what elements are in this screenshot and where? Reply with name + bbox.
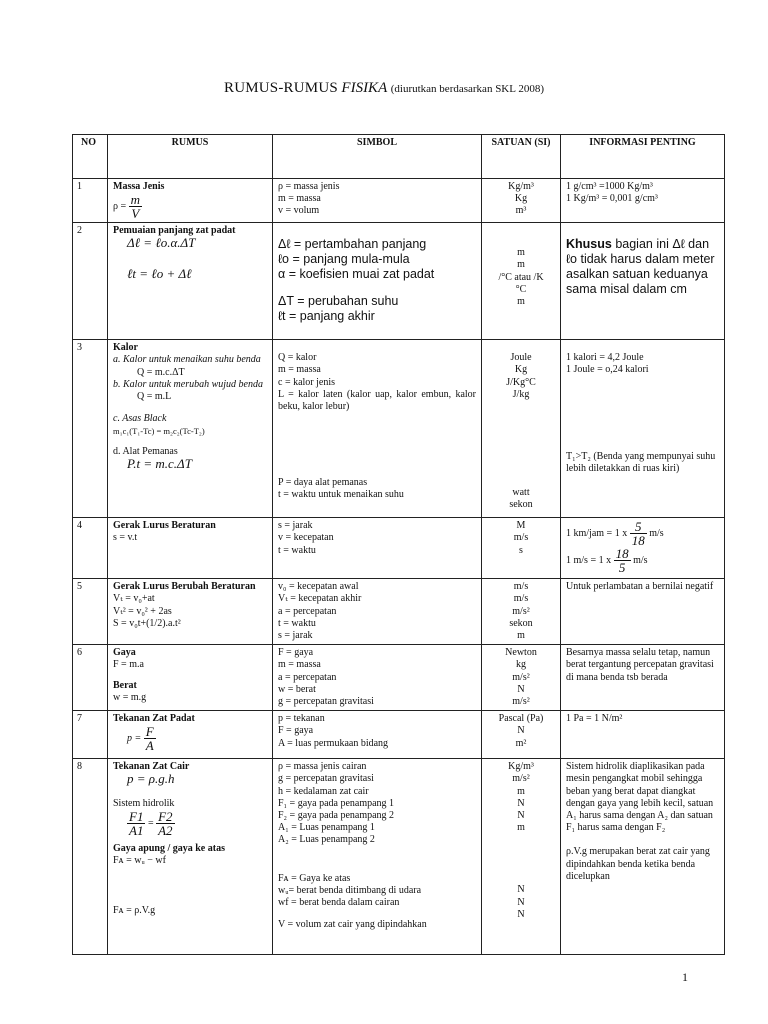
info-cell: 1 Pa = 1 N/m² (561, 711, 725, 759)
document-title (0, 80, 768, 97)
rumus-cell (108, 179, 273, 223)
satuan-cell: Pascal (Pa) N m² (482, 711, 561, 759)
simbol-cell: v₀ = kecepatan awal Vₜ = kecepatan akhir a = percepatan t = waktu s = jarak (273, 579, 482, 645)
formula-title: Massa Jenis (113, 181, 165, 192)
rumus-cell: Tekanan Zat Cair p = ρ.g.h Sistem hidrolik $\frac{F1}{A1}$ = $\frac{F2}{A2}$ Gaya apung / gaya ke atas Fᴀ = wᵤ − wf Fᴀ = ρ.V.g (108, 759, 273, 955)
rumus-cell: Gerak Lurus Berubah Beraturan Vₜ = v₀+at Vₜ² = v₀² + 2as S = v₀t+(1/2).a.t² (108, 579, 273, 645)
rumus-cell: Gerak Lurus Beraturan s = v.t (108, 518, 273, 579)
rumus-cell: Tekanan Zat Padat p = $\frac{F}{A}$ (108, 711, 273, 759)
header-satuan: SATUAN (SI) (482, 135, 561, 179)
title-main: RUMUS-RUMUS (224, 80, 338, 96)
simbol-cell: F = gaya m = massa a = percepatan w = berat g = percepatan gravitasi (273, 645, 482, 711)
simbol-cell: p = tekanan F = gaya A = luas permukaan bidang (273, 711, 482, 759)
table-row (73, 179, 725, 223)
satuan-cell: Joule Kg J/Kg°C J/kg watt sekon (482, 340, 561, 518)
table-row: 7 Tekanan Zat Padat p = $\frac{F}{A}$ p = tekanan F = gaya A = luas permukaan bidang Pascal (Pa) N m² 1 Pa = 1 N/m² (73, 711, 725, 759)
info-cell: 1 km/jam = 1 x $\frac{5}{18}$ m/s 1 m/s = 1 x $\frac{18}{5}$ m/s (561, 518, 725, 579)
fraction: $\frac{5}{18}$ (631, 519, 645, 549)
info-cell: Khusus bagian ini Δℓ dan ℓo tidak harus dalam meter asalkan satuan keduanya sama misal dalam cm (561, 223, 725, 340)
header-no: NO (73, 135, 108, 179)
fraction: $\frac{F1}{A1}$ (129, 808, 144, 838)
formula-table (72, 134, 725, 955)
table-row: 3 Kalor a. Kalor untuk menaikan suhu benda Q = m.c.ΔT b. Kalor untuk merubah wujud benda Q = m.L c. Asas Black m₁c₁(T₁-Tc) = m₂c₂(Tc-T₂) d. Alat Pemanas P.t = m.c.ΔT Q = kalor m = massa c = kalor jenis L = kalor laten (kalor uap, kalor embun, kalor beku, kalor lebur) P = daya alat pemanas t = waktu untuk menaikan suhu Joule Kg J/Kg°C J/kg watt sekon 1 kalori = 4,2 Joule 1 Joule = o,24 kalori T₁>T₂ (Benda yang mempunyai suhu lebih diletakkan di ruas kiri) (73, 340, 725, 518)
header-rumus: RUMUS (108, 135, 273, 179)
satuan-cell: Kg/m³ m/s² m N N m N N N (482, 759, 561, 955)
satuan-cell: M m/s s (482, 518, 561, 579)
fraction: $\frac{F2}{A2}$ (158, 808, 173, 838)
info-cell: Untuk perlambatan a bernilai negatif (561, 579, 725, 645)
info-cell: 1 g/cm³ =1000 Kg/m³ 1 Kg/m³ = 0,001 g/cm³ (561, 179, 725, 223)
header-simbol: SIMBOL (273, 135, 482, 179)
header-row (73, 135, 725, 179)
page-number: 1 (682, 970, 688, 984)
satuan-cell: Kg/m³ Kg m³ (482, 179, 561, 223)
simbol-cell: Q = kalor m = massa c = kalor jenis L = kalor laten (kalor uap, kalor embun, kalor beku, kalor lebur) P = daya alat pemanas t = waktu untuk menaikan suhu (273, 340, 482, 518)
formula: ℓt = ℓo + Δℓ (127, 265, 192, 281)
satuan-cell: m m /°C atau /K °C m (482, 223, 561, 340)
fraction: $\frac{F}{A}$ (145, 724, 154, 754)
table-row: 4 Gerak Lurus Beraturan s = v.t s = jarak v = kecepatan t = waktu M m/s s 1 km/jam = 1 x $\frac{5}{18}$ m/s 1 m/s = 1 x $\frac{18}{5}$ m/s (73, 518, 725, 579)
table-row: 8 Tekanan Zat Cair p = ρ.g.h Sistem hidrolik $\frac{F1}{A1}$ = $\frac{F2}{A2}$ Gaya apung / gaya ke atas Fᴀ = wᵤ − wf Fᴀ = ρ.V.g ρ = massa jenis cairan g = percepatan gravitasi h = kedalaman zat cair F₁ = gaya pada penampang 1 F₂ = gaya pada penampang 2 A₁ = Luas penampang 1 A₂ = Luas penampang 2 Fᴀ = Gaya ke atas wᵤ= berat benda ditimbang di udara wf = berat benda dalam cairan V = volum zat cair yang dipindahkan Kg/m³ m/s² m N N m N N N Sistem hidrolik diaplikasikan pada mesin pengangkat mobil sehingga beban yang berat dapat diangkat dengan gaya yang lebih kecil, satuan A₁ harus sama dengan A₂ dan satuan F₁ harus sama dengan F₂ ρ.V.g merupakan berat zat cair yang dipindahkan benda ketika benda dicelupkan (73, 759, 725, 955)
formula: ρ = $\frac{m}{V}$ (113, 192, 141, 222)
rumus-cell: Gaya F = m.a Berat w = m.g (108, 645, 273, 711)
satuan-cell: Newton kg m/s² N m/s² (482, 645, 561, 711)
row-number: 1 (73, 179, 108, 223)
fraction: $\frac{m}{V}$ (130, 192, 141, 222)
table-row: 2 Pemuaian panjang zat padat Δℓ = ℓo.α.ΔT ℓt = ℓo + Δℓ Δℓ = pertambahan panjang ℓo = panjang mula-mula α = koefisien muai zat padat ΔT = perubahan suhu ℓt = panjang akhir m m /°C atau /K °C m Khusus bagian ini Δℓ dan ℓo tidak harus dalam meter asalkan satuan keduanya sama misal dalam cm (73, 223, 725, 340)
info-cell: Besarnya massa selalu tetap, namun berat tergantung percepatan gravitasi di mana benda tsb berada (561, 645, 725, 711)
title-note: (diurutkan berdasarkan SKL 2008) (390, 83, 544, 95)
satuan-cell: m/s m/s m/s² sekon m (482, 579, 561, 645)
simbol-cell: s = jarak v = kecepatan t = waktu (273, 518, 482, 579)
rumus-cell: Kalor a. Kalor untuk menaikan suhu benda Q = m.c.ΔT b. Kalor untuk merubah wujud benda Q = m.L c. Asas Black m₁c₁(T₁-Tc) = m₂c₂(Tc-T₂) d. Alat Pemanas P.t = m.c.ΔT (108, 340, 273, 518)
info-cell: Sistem hidrolik diaplikasikan pada mesin pengangkat mobil sehingga beban yang berat dapat diangkat dengan gaya yang lebih kecil, satuan A₁ harus sama dengan A₂ dan satuan F₁ harus sama dengan F₂ ρ.V.g merupakan berat zat cair yang dipindahkan benda ketika benda dicelupkan (561, 759, 725, 955)
info-cell: 1 kalori = 4,2 Joule 1 Joule = o,24 kalori T₁>T₂ (Benda yang mempunyai suhu lebih diletakkan di ruas kiri) (561, 340, 725, 518)
header-info: INFORMASI PENTING (561, 135, 725, 179)
simbol-cell: ρ = massa jenis cairan g = percepatan gravitasi h = kedalaman zat cair F₁ = gaya pada penampang 1 F₂ = gaya pada penampang 2 A₁ = Luas penampang 1 A₂ = Luas penampang 2 Fᴀ = Gaya ke atas wᵤ= berat benda ditimbang di udara wf = berat benda dalam cairan V = volum zat cair yang dipindahkan (273, 759, 482, 955)
table-row: 5 Gerak Lurus Berubah Beraturan Vₜ = v₀+at Vₜ² = v₀² + 2as S = v₀t+(1/2).a.t² v₀ = kecepatan awal Vₜ = kecepatan akhir a = percepatan t = waktu s = jarak m/s m/s m/s² sekon m Untuk perlambatan a bernilai negatif (73, 579, 725, 645)
formula: Δℓ = ℓo.α.ΔT (127, 235, 196, 251)
title-italic: FISIKA (341, 80, 388, 96)
simbol-cell: ρ = massa jenis m = massa v = volum (273, 179, 482, 223)
simbol-cell: Δℓ = pertambahan panjang ℓo = panjang mula-mula α = koefisien muai zat padat ΔT = perubahan suhu ℓt = panjang akhir (273, 223, 482, 340)
table-row: 6 Gaya F = m.a Berat w = m.g F = gaya m = massa a = percepatan w = berat g = percepatan gravitasi Newton kg m/s² N m/s² Besarnya massa selalu tetap, namun berat tergantung percepatan gravitasi di mana benda tsb berada (73, 645, 725, 711)
rumus-cell: Pemuaian panjang zat padat Δℓ = ℓo.α.ΔT ℓt = ℓo + Δℓ (108, 223, 273, 340)
fraction: $\frac{18}{5}$ (615, 546, 629, 576)
